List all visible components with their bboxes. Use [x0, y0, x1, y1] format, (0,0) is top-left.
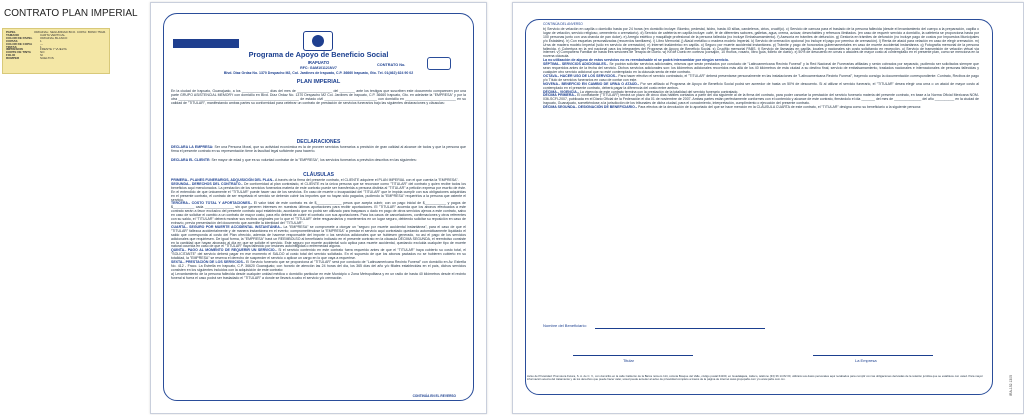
- back-clause-list: [543, 28, 979, 110]
- clause-caption: OCTAVA.- HACER USO DE LOS SERVICIOS.-: [543, 73, 618, 78]
- spec-key: COLOR DE PAPEL: [6, 36, 33, 40]
- clause-caption: SÉPTIMA.- SERVICIOS ADICIONALES.-: [543, 62, 609, 67]
- spec-value: ---: [40, 42, 43, 46]
- clausulas-heading: CLÁUSULAS: [303, 172, 334, 178]
- clause-text: La "EMPRESA" se compromete a otorgar un "seguro por muerte accidental instantánea", para el caso de que el "TITULAR" fallezca accidentalmente y de manera instantánea en el evento; comprometiéndose la "EMPRESA" a prestar el servicio aquí contratado quedando automáticamente liquidado el saldo que corresponda al costo del Plan ofrecido, además de hacerse responsable del importe o los servicios adicionales que se hubiesen generado, no así el pago de los servicios adicionales que requiriesen. De igual forma, la "EMPRESA" hará un REEMBOLSO al beneficiario indicado en el presente contrato en la cláusula DÉCIMA SEGUNDA, el reembolso consiste en la cantidad que hayan abonado al día en que se solicite el servicio. Este seguro por muerte accidental solo aplica para muerte accidental, quedando excluida cualquier tipo de muerte natural ocurrida en caso de que el "TITULAR" haya fallecido por lesiones autoinfligidas o enfermedad alguna.: [171, 224, 466, 249]
- logo-mark-icon: [312, 35, 324, 47]
- spec-key: COLOR DE COPIA: [6, 42, 33, 46]
- clause-text: El contratante ("TITULAR") tendrá un plazo de cinco días hábiles contados a partir del día siguiente al de la firma del contrato, para poder cancelar la prestación del servicio funerario materia del presente contrato, en base a la Norma Oficial Mexicana NOM-036-SCFI-2007, publicada en el Diario Oficial de la Federación el día 01 de noviembre de 2007. Ambas partes están perfectamente conformes con el contenido y alcance de este contrato, firmándolo el día _______ del mes de ______________ del año __________ en la ciudad de Irapuato, Guanajuato, sometiéndose a la jurisdicción de los tribunales de dicha ciudad, para el conocimiento, interpretación, cumplimiento o ejecución del presente contrato.: [543, 93, 979, 106]
- note-title: CONTRATO PLAN IMPERIAL: [4, 8, 138, 19]
- continue-note: CONTINÚA EN EL REVERSO: [412, 394, 456, 398]
- clause-text: Si el servicio contenido en este contrato fuera requerido antes de que el "TITULAR" haya cubierto su costo total, el "SOLICITANTE" del servicio deberá pagar en ese momento el SALDO al costo total del servicio solicitado. En el supuesto de que los abonos pactados no se hubieren cubierto en su totalidad, la "EMPRESA" se reserva el derecho de suspender el servicio o aplicar un cargo en lo que vaya a requerirse.: [171, 248, 466, 261]
- clause-caption: DÉCIMA PRIMERA.-: [543, 93, 577, 98]
- clause-text: Por ser afiliado al Programa de Apoyo de Beneficio Social podrá ser acreedor de hasta un 50% de descuento. Si al utilizar el servicio funerario, el "TITULAR" desea elegir una urna o un ataúd de mayor costo al contemplado en el presente contrato, deberá pagar la diferencia del costo entre ambos.: [543, 81, 979, 90]
- clause-caption: PRIMERA.- PLANES FUNERARIOS, ADQUISICIÓN DEL PLAN.-: [171, 178, 275, 182]
- declaration-caption: DECLARA LA EMPRESA:: [171, 145, 214, 149]
- clause-caption: QUINTA.- PAGO AL MOMENTO DE REQUERIR UN SERVICIO.-: [171, 248, 277, 253]
- clause-caption: SEXTA.- PRESTACIÓN DE LOS SERVICIOS.-: [171, 260, 245, 265]
- clause-sixth: [171, 261, 466, 273]
- clause-text: Para efectos de la devolución de lo aportado del que se hace mención en la CLÁUSULA CUARTA de este contrato, el "TITULAR" designa como su beneficiario a la siguiente persona:: [637, 105, 922, 110]
- spec-value: ORIGINAL: SEGURIDAD BCO. COPIA: BOND 75GR.: [33, 31, 106, 34]
- program-title: Programa de Apoyo de Beneficio Social: [248, 50, 389, 59]
- clause-text: El Servicio funerario que se proporciona al "TITULAR" será por conducto de "Latinoamericana Recinto Funeral" con domicilio en Av. Estrella No. 412 - Fracc. La Estrella en Irapuato, C.P. 36620 Guanajuato; con horario de atención las 24 horas del día, los 365 días del año y/o filiales establecidas en el país, dichos servicios consisten en los siguientes incluidos con la adquisición de este contrato:: [171, 260, 466, 272]
- clause-caption: SEGUNDA.- DERECHOS DEL CONTRATO.-: [171, 181, 243, 186]
- clause-third: [171, 202, 466, 225]
- rfc-line: RFC: GAM101121NV7: [300, 66, 337, 70]
- declaration-client: [171, 159, 466, 163]
- spec-key: FOLIO: [6, 54, 16, 58]
- spec-card: [2, 28, 110, 74]
- header-bar: [173, 39, 239, 48]
- clause-list: [171, 179, 466, 281]
- plan-title: PLAN IMPERIAL: [296, 79, 341, 85]
- spec-key: CORTE DE TINTA: [6, 51, 31, 55]
- spec-value: SUELTOS: [40, 57, 54, 61]
- clause-text: Se podrán solicitar servicios adicionales, mismos que serán prestados por conducto de "Latinoamericana Recinto Funeral" y la Red Nacional de Funerarias afiliadas y serán cobrados por separado, pudiendo ser solicitados siempre que sean requeridos antes de la fecha del servicio. Dichos servicios adicionales son: los kilómetros adicionales recorridos más allá de los 40 kilómetros de esta ciudad a su destino final, servicio de embalsamamiento, traslados nacionales e internacionales de personas fallecidas y cualquier otro servicio adicional que no esté contemplado en la cláusula sexta de este contrato.: [543, 62, 980, 74]
- clause-caption: CUARTA.- SEGURO POR MUERTE ACCIDENTAL INSTANTÁNEA.-: [171, 224, 282, 229]
- clause-fourth: [171, 226, 466, 249]
- clause-twelfth: [543, 106, 979, 110]
- clause-caption: DÉCIMA.- VIGENCIA.-: [543, 89, 579, 94]
- spec-value: NO: [40, 51, 45, 55]
- clause-text: A través de la firma del presente contrato, el CLIENTE adquiere el PLAN IMPERIAL con el que cuenta la "EMPRESA".: [275, 178, 459, 182]
- non-refundable-note: La no utilización de alguno de estos servicios no es reembolsable ni se podrá intercambiar por ningún servicio.: [543, 58, 729, 63]
- beneficiary-label: Nombre del Beneficiario:: [543, 323, 587, 328]
- program-subtitle: IRAPUATO: [307, 60, 330, 65]
- clause-caption: TERCERA.- COSTO TOTAL Y APORTACIONES.-: [171, 201, 253, 206]
- beneficiary-line: [595, 328, 765, 329]
- company-signature-line: [813, 355, 933, 356]
- spec-row: [6, 57, 106, 60]
- spec-value: FRENTE Y VUELTA: [40, 48, 67, 52]
- titular-label: Titular: [623, 358, 634, 363]
- spec-key: IMPRESIÓN: [6, 48, 23, 52]
- company-label: La Empresa: [855, 358, 877, 363]
- clause-text: De conformidad al plan contratado, el CLIENTE es la única persona que se reconoce como "TITULAR" del contrato y quien recibe todos los beneficios aquí mencionados. La prestación de los servicios funerarios materia de este contrato puede ser transferida a persona distinta al "TITULAR" a petición expresa por escrito de éste. En el entendido de que únicamente el "TITULAR" puede hacer uso de los servicios. En caso de muerte o incapacidad del "TITULAR" que le impida cumplir con sus obligaciones adquiridas en el presente contrato, el contrato de ser respetado el servicio se deberán cubrir los importes que no hayan sido pagados, pudiendo la "EMPRESA" requerirlos a la persona que ostente el servicio.: [171, 181, 466, 202]
- spec-key: TAMAÑO: [6, 33, 19, 37]
- clause-text: El valor total de este contrato es de $_____________ pesos que acepta cubrir, con un pago inicial de $___________ y pagos de $___________ cada _______________ sin que generen intereses en nuestras últimas aportaciones para recibir aportaciones. El "TITULAR" acuerda que los abonos efectuados a este contrato serán a favor exclusivo del presente contrato aquí establecido, acordando que no podrá ser utilizado para traspasos o dado en pago de otros servicios ajenos a este contrato, salvo en caso de solicitar el cambio a un contrato de mayor costo, para ello deberá de cubrir el contrato con sus aportaciones. Para los casos de cancelaciones, confirmaciones y otros referentes con su saldo, el "TITULAR" deberá mostrar sus recibos originales por lo que el "TITULAR" debe resguardarlos y mantenerlos en un lugar seguro, debiendo solicitar su reposición en caso de extravío, previa presentación del documento que acredite la identidad del "TITULAR".: [171, 201, 466, 225]
- spec-key: ROMPER: [6, 57, 20, 61]
- declaration-text: Ser mayor de edad y que es su voluntad contratar de la "EMPRESA", los servicios funerarios a previsión descritos en las siguientes:: [211, 158, 417, 162]
- company-address: Blvd. Díaz Ordaz No. 1370 Despacho M2, Col. Jardines de Irapuato, C.P. 36660 Irapuato, Gto. Tel. 01(462) 624 90 02: [223, 71, 414, 75]
- contract-number-box: [427, 57, 451, 70]
- privacy-notice: Aviso de Privacidad: Promotora Futura, S. A. de C. V., con domicilio en la calle Calderón de la Barca número 114, colonia Bosque del Valle, código postal 64160, en Guadalajara, Jalisco, teléfono (33) 36 14 82 00, utilizará sus datos personales aquí recabados para cumplir con las obligaciones derivadas de la relación jurídica que se establece con usted. Para mayor información acerca del tratamiento y de los derechos que puede hacer valer, usted puede acceder al aviso de privacidad completo a través de la página de internet www.grupopabs.com y/o www.pabs.com.mx.: [527, 374, 983, 382]
- spec-value: SÍ: [40, 54, 43, 58]
- clause-sixth-a: a) Levantamiento de la persona fallecida desde cualquier unidad médica o domicilio particular en este Municipio o Zona Metropolitana y en un radio de hasta 40 kilómetros desde el recinto funeral si fuera el caso podrá ser trasladado el "TITULAR" a donde se llevará a cabo el servicio y/o cremación.: [171, 271, 466, 280]
- spec-value: ORIGINAL BLANCO: [40, 36, 68, 40]
- contract-back-page: [512, 2, 1024, 414]
- clause-text: Para hacer efectivo el servicio contratado, el "TITULAR" deberá presentarse personalmente en las instalaciones de "Latinoamericana Recinto Funeral", trayendo consigo la documentación correspondiente: Contrato, Recibos de pago y/o Título de servicios funerarios en caso de contar con este.: [543, 73, 979, 82]
- clause-text: La vigencia de este contrato termina con la prestación de la totalidad del servicio funerario contratado.: [579, 89, 739, 94]
- declaration-caption: DECLARA EL CLIENTE:: [171, 158, 211, 162]
- spec-key: COPIAS: [6, 39, 18, 43]
- declaration-company: [171, 146, 466, 154]
- declaration-text: Ser una Persona Moral, que su actividad económica es la de proveer servicios funerarios a precisión de gran calidad al alcance de todos y que la persona que firma el presente contrato en su representación tiene la facultad legal suficiente para hacerlo.: [171, 145, 466, 153]
- spec-key: TINTAS: [6, 45, 17, 49]
- company-logo-icon: [303, 31, 333, 51]
- service-items: b) Servicio de velación en capilla o domicilio hasta por 24 horas (en domicilio incluye: Biombo, pedestal, Isidro, hasta 40 sillas, candeleros, cirios, crucifijo). c) Servicio de carroza para el traslado de la persona fallecida (desde el levantamiento del cuerpo a la preparación, capilla o lugar de velación, servicio religioso, cementerio o crematorio). d) Servicio de cafetería en capilla incluye: café, té de diferentes sabores, galletas, agua, crema, azúcar, desechables y refrescos ilimitados. (en caso de requerir servicio a domicilio, la cafetería se proporciona hasta por 100 personas junto con una charola de pan dulce). e) Arreglo estético y maquillaje profesional de la persona fallecida (no incluye Embalsamamiento). f) Asesoría en trámites de defunción. g) Gestoría en trámites de defunción (no incluye pago de costos por Impuestos Municipales y/o Estatales). h) Con esquelas personalizadas (recuerdos familiares). i) Libro Memorial. j) Ataúd metálico o madera modelo Imperial. k) Servicio de cremación opcional (no incluye el pago por permiso de cremación). l) Renta de ataúd para velación en caso de elegir cremación. m) Urna de madera modelo Imperial (sólo en servicio de cremación). n) Internet inalámbrico en capilla. o) Seguro por muerte accidental instantánea. p) Trámite y pago de honorarios gubernamentales en caso de muerte accidental instantánea. q) Fotografía memorial de la persona fallecida. r) Cobertura en la red nacional para los integrantes del Programa de Apoyo de Beneficio Social. s) Crucifijo memorial PABS. t) Servicio de llamadas en capilla, locales y nacionales sin costo solicitando en recepción. u) Servicio de transmisión de velación virtual vía internet. v) Compañera Familiar de hasta tres sesiones de Terapia de Duelo. w) Kit de Duelo en corteza (corsajón, 10 moños, rosario, libro guía, folleto de duelo). x) 50% de descuento en urnas o ataúdes de mayor costo al contemplado en el presente plan, como se menciona en la novena cláusula.: [543, 27, 979, 59]
- clause-caption: NOVENA.- BENEFICIO EN CAMBIO DE URNA O ATAÚD.-: [543, 81, 640, 86]
- form-code: IRA-152 1305: [1009, 375, 1013, 396]
- titular-signature-line: [573, 355, 693, 356]
- spec-value: 1: [40, 39, 42, 43]
- intro-paragraph: En la ciudad de Irapuato, Guanajuato, a los ______________ días del mes de __________________ del ________ ante los testigos que suscriben este documento comparecen por una parte GRUPO ASISTENCIAL MEMORY con domicilio en Blvd. Díaz Ordaz No. 1370 Despacho M2 Col. Jardines de Irapuato, C.P. 36660 Irapuato, Gto. en adelante la "EMPRESA" y por la otra ______________________________________________________________ de estado civil ___________________________ con domicilio en __________________________ en su calidad de "TITULAR", manifestando ambas partes su conformidad para celebrar un contrato de prestación de servicios funerarios bajo las siguientes declaraciones y cláusulas:: [171, 89, 466, 105]
- spec-note: [0, 0, 138, 415]
- contract-front-page: [150, 2, 487, 414]
- spec-value: 1: [40, 45, 42, 49]
- spec-key: PAPEL: [6, 31, 16, 34]
- clause-caption: DÉCIMA SEGUNDA.- DESIGNACIÓN DE BENEFICIARIO.-: [543, 105, 637, 110]
- spec-value: CARTA VERTICAL: [40, 33, 66, 37]
- declaraciones-heading: DECLARACIONES: [296, 139, 341, 145]
- contract-number-label: CONTRATO No.: [377, 63, 406, 67]
- continued-from-front: CONTINÚA DEL ANVERSO: [543, 22, 583, 26]
